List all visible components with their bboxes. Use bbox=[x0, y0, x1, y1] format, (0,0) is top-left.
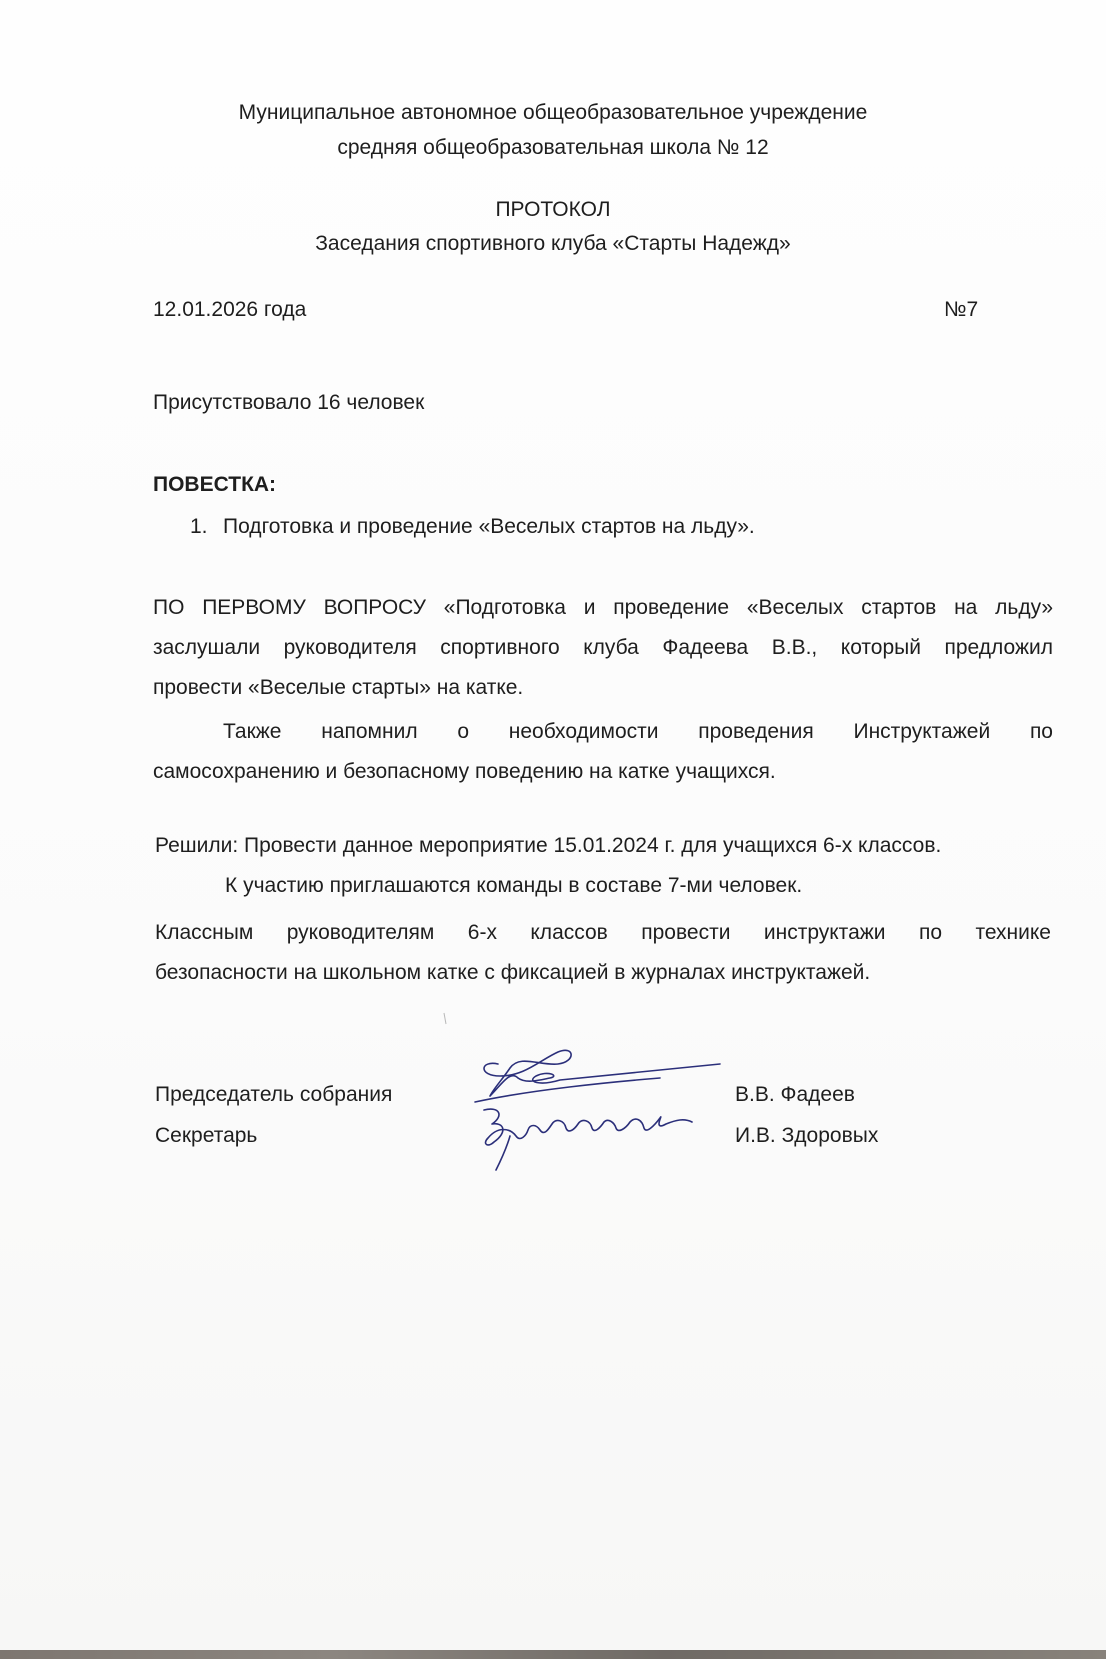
document-subtitle: Заседания спортивного клуба «Старты Надежд» bbox=[315, 232, 791, 255]
first-question-line: заслушали руководителя спортивного клуба Фадеева В.В., который предложил bbox=[153, 636, 1053, 659]
agenda-item-number: 1. bbox=[190, 515, 208, 538]
protocol-number: №7 bbox=[944, 298, 979, 321]
first-question-paragraph bbox=[153, 588, 1053, 708]
teachers-line: Классным руководителям 6-х классов провести инструктажи по технике bbox=[155, 921, 1051, 944]
secretary-signature-stroke bbox=[484, 1109, 692, 1145]
first-question-line: ПО ПЕРВОМУ ВОПРОСУ «Подготовка и проведение «Веселых стартов на льду» bbox=[153, 596, 1053, 619]
teams-line: К участию приглашаются команды в составе 7-ми человек. bbox=[225, 874, 803, 897]
agenda-item-text: Подготовка и проведение «Веселых стартов на льду». bbox=[223, 515, 755, 538]
signature-name-chair: В.В. Фадеев bbox=[735, 1083, 855, 1106]
institution-line-1: Муниципальное автономное общеобразовательное учреждение bbox=[238, 101, 868, 124]
agenda-heading: ПОВЕСТКА: bbox=[153, 473, 277, 496]
signature-role-secretary: Секретарь bbox=[155, 1124, 258, 1147]
signature-name-secretary: И.В. Здоровых bbox=[735, 1124, 879, 1147]
agenda-item bbox=[190, 515, 755, 539]
teachers-paragraph bbox=[155, 913, 1051, 993]
document-title: ПРОТОКОЛ bbox=[495, 198, 611, 221]
protocol-date: 12.01.2026 года bbox=[153, 298, 307, 321]
teachers-line: безопасности на школьном катке с фиксацией в журналах инструктажей. bbox=[155, 961, 871, 984]
first-question-line: провести «Веселые старты» на катке. bbox=[153, 676, 524, 699]
reminder-paragraph bbox=[153, 712, 1053, 792]
signature-role-chair: Председатель собрания bbox=[155, 1083, 393, 1106]
secretary-signature-tail bbox=[496, 1136, 510, 1170]
scan-background-strip bbox=[0, 1650, 1106, 1659]
handwritten-signatures-icon bbox=[470, 1040, 730, 1180]
decision-line: Решили: Провести данное мероприятие 15.01.2024 г. для учащихся 6-х классов. bbox=[155, 834, 942, 857]
reminder-line: самосохранению и безопасному поведению на катке учащихся. bbox=[153, 760, 776, 783]
institution-line-2: средняя общеобразовательная школа № 12 bbox=[337, 136, 769, 159]
reminder-line: Также напомнил о необходимости проведения Инструктажей по bbox=[223, 720, 1053, 743]
attendance: Присутствовало 16 человек bbox=[153, 391, 425, 414]
chair-signature-stroke bbox=[484, 1050, 720, 1096]
scan-speck bbox=[443, 1012, 449, 1026]
